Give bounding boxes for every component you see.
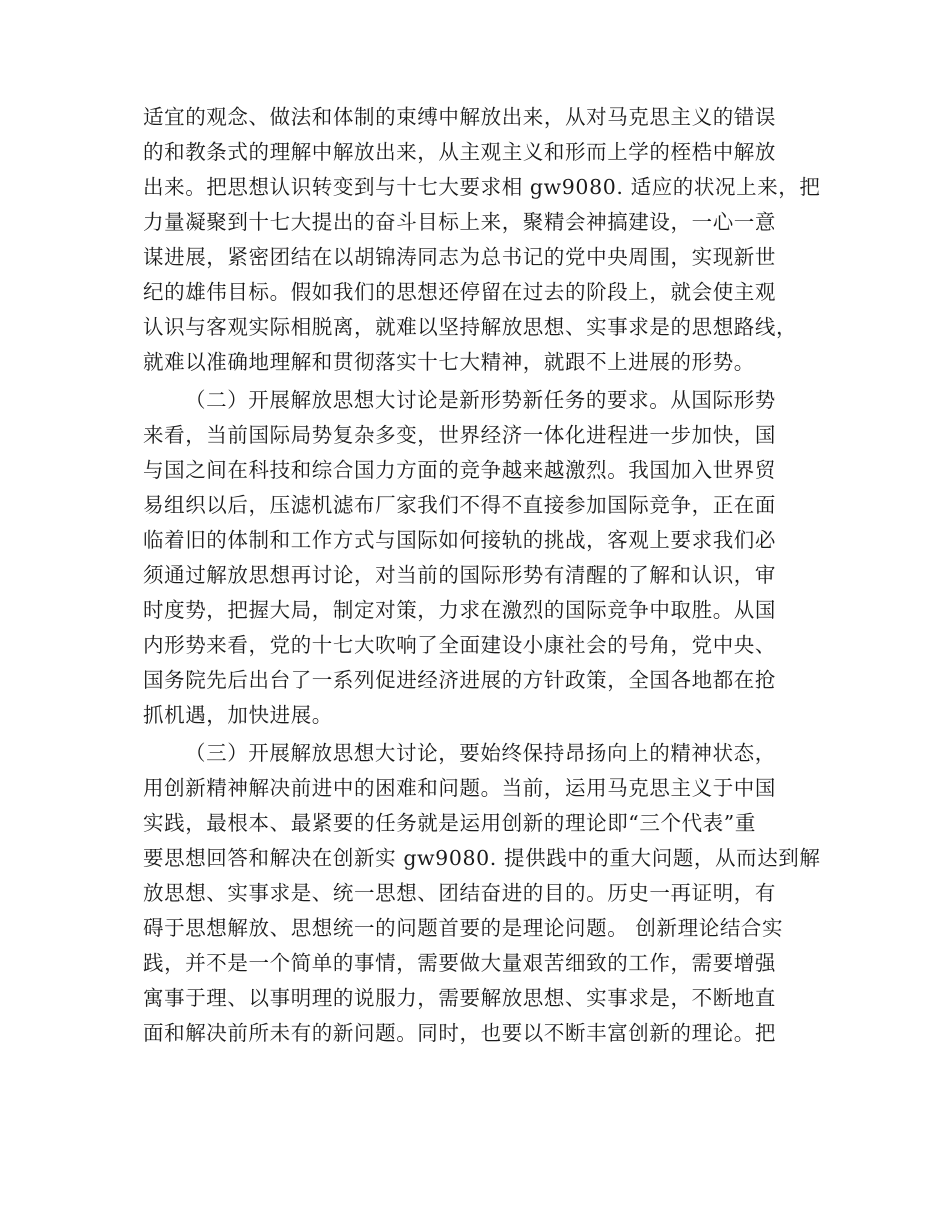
text-line: 碍于思想解放、思想统一的问题首要的是理论问题。 创新理论结合实	[143, 916, 784, 940]
text-line: 实践，最根本、最紧要的任务就是运用创新的理论即“三个代表”重	[143, 811, 756, 835]
text-line: 与国之间在科技和综合国力方面的竞争越来越激烈。我国加入世界贸	[143, 458, 776, 482]
text-line: 放思想、实事求是、统一思想、团结奋进的目的。历史一再证明，有	[143, 881, 776, 905]
text-line: 抓机遇，加快进展。	[143, 703, 333, 727]
text-line: 要思想回答和解决在创新实 gw9080. 提供践中的重大问题，从而达到解	[143, 846, 821, 870]
text-line: 的和教条式的理解中解放出来，从主观主义和形而上学的桎梏中解放	[143, 140, 776, 164]
body-text	[143, 100, 821, 1051]
text-line: 出来。把思想认识转变到与十七大要求相 gw9080. 适应的状况上来，把	[143, 175, 821, 199]
text-line: 国务院先后出台了一系列促进经济进展的方针政策，全国各地都在抢	[143, 668, 776, 692]
paragraph-3	[143, 736, 821, 1051]
text-line: （三）开展解放思想大讨论，要始终保持昂扬向上的精神状态，	[185, 741, 776, 765]
text-line: 须通过解放思想再讨论，对当前的国际形势有清醒的了解和认识，审	[143, 563, 776, 587]
text-line: 来看，当前国际局势复杂多变，世界经济一体化进程进一步加快，国	[143, 423, 776, 447]
text-line: 认识与客观实际相脱离，就难以坚持解放思想、实事求是的思想路线，	[143, 315, 798, 339]
text-line: 就难以准确地理解和贯彻落实十七大精神，就跟不上进展的形势。	[143, 350, 755, 374]
text-line: 时度势，把握大局，制定对策，力求在激烈的国际竞争中取胜。从国	[143, 598, 776, 622]
text-line: 纪的雄伟目标。假如我们的思想还停留在过去的阶段上，就会使主观	[143, 280, 776, 304]
paragraph-1	[143, 100, 821, 380]
paragraph-2	[143, 383, 808, 733]
text-line: 面和解决前所未有的新问题。同时，也要以不断丰富创新的理论。把	[143, 1021, 776, 1045]
text-line: 内形势来看，党的十七大吹响了全面建设小康社会的号角，党中央、	[143, 633, 776, 657]
text-line: （二）开展解放思想大讨论是新形势新任务的要求。从国际形势	[185, 388, 776, 412]
text-line: 寓事于理、以事明理的说服力，需要解放思想、实事求是，不断地直	[143, 986, 776, 1010]
text-line: 适宜的观念、做法和体制的束缚中解放出来，从对马克思主义的错误	[143, 105, 776, 129]
text-line: 力量凝聚到十七大提出的奋斗目标上来，聚精会神搞建设，一心一意	[143, 210, 776, 234]
text-line: 谋进展，紧密团结在以胡锦涛同志为总书记的党中央周围，实现新世	[143, 245, 776, 269]
text-line: 用创新精神解决前进中的困难和问题。当前，运用马克思主义于中国	[143, 776, 776, 800]
text-line: 易组织以后，压滤机滤布厂家我们不得不直接参加国际竞争，正在面	[143, 493, 776, 517]
text-line: 践，并不是一个简单的事情，需要做大量艰苦细致的工作，需要增强	[143, 951, 776, 975]
text-line: 临着旧的体制和工作方式与国际如何接轨的挑战，客观上要求我们必	[143, 528, 776, 552]
